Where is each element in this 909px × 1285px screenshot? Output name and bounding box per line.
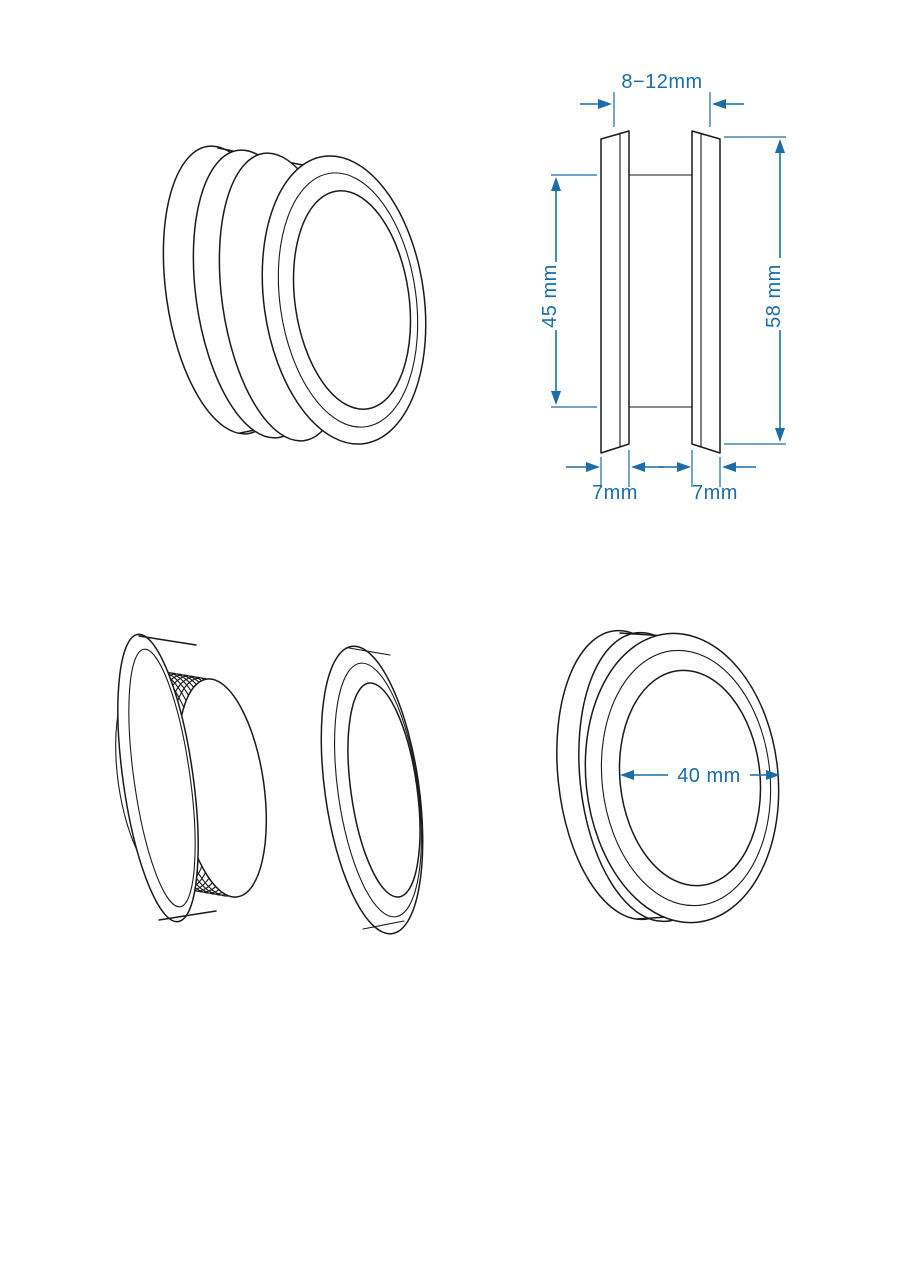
dim-left-flange-width-label: 7mm bbox=[592, 482, 638, 504]
view-section-top-right bbox=[539, 71, 786, 504]
dim-right-flange-width-label: 7mm bbox=[692, 482, 738, 504]
view-iso-ring-nut bbox=[305, 640, 438, 940]
dim-right-flange-width bbox=[659, 450, 756, 504]
view-iso-assembled-top-left bbox=[146, 138, 443, 455]
dim-outer-flange bbox=[724, 137, 786, 444]
dim-outer-flange-label: 58 mm bbox=[763, 264, 785, 328]
dim-inner-flange bbox=[539, 175, 597, 407]
dim-thickness-range-label: 8−12mm bbox=[621, 71, 703, 93]
dim-bore-diameter-label: 40 mm bbox=[677, 765, 741, 787]
dim-left-flange-width bbox=[566, 450, 664, 504]
view-iso-threaded-body bbox=[103, 630, 279, 927]
view-iso-assembled-bottom-right bbox=[543, 623, 792, 932]
dim-inner-flange-label: 45 mm bbox=[539, 264, 561, 328]
dim-thickness-range bbox=[580, 71, 744, 127]
